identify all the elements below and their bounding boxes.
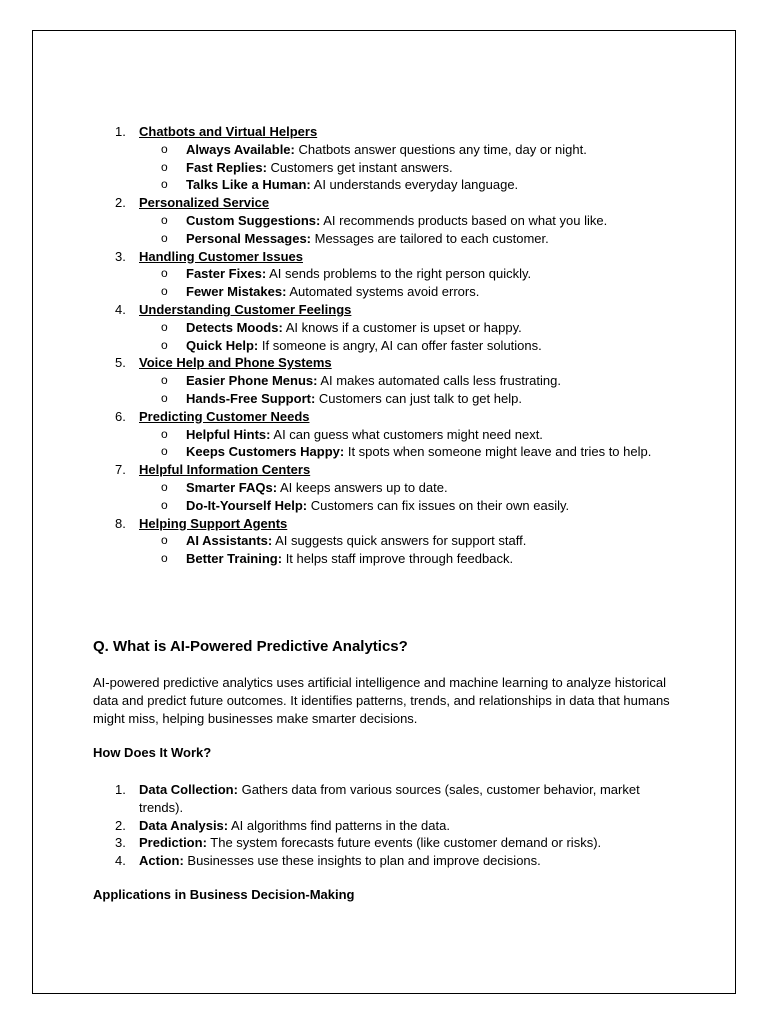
sub-list-item <box>139 479 735 497</box>
bullet-icon: o <box>161 159 168 174</box>
item-text: Messages are tailored to each customer. <box>311 230 549 246</box>
item-label: Fast Replies: <box>186 159 267 175</box>
bullet-icon: o <box>161 230 168 245</box>
list-item <box>33 248 735 301</box>
sub-list <box>139 319 735 355</box>
item-label: Faster Fixes: <box>186 266 267 282</box>
list-number: 6. <box>115 408 126 424</box>
item-label: Helpful Hints: <box>186 426 271 442</box>
steps-list-container <box>33 781 735 870</box>
sub-list <box>139 426 735 462</box>
how-it-works-steps <box>33 781 735 870</box>
list-item <box>33 354 735 407</box>
item-label: Quick Help: <box>186 337 259 353</box>
sub-list <box>139 372 735 408</box>
sub-list-item <box>139 532 735 550</box>
sub-list-item <box>139 443 735 461</box>
list-number: 7. <box>115 462 126 478</box>
section-title: Predicting Customer Needs <box>139 408 310 424</box>
item-label: Keeps Customers Happy: <box>186 444 345 460</box>
step-label: Data Collection: <box>139 782 238 797</box>
list-number: 5. <box>115 355 126 371</box>
item-label: Better Training: <box>186 551 283 567</box>
question-heading: Q. What is AI-Powered Predictive Analytics? <box>93 638 408 655</box>
sub-list-item <box>139 550 735 568</box>
section-title: Understanding Customer Feelings <box>139 301 352 317</box>
item-label: Always Available: <box>186 141 295 157</box>
applications-heading: Applications in Business Decision-Making <box>93 887 355 902</box>
item-text: Chatbots answer questions any time, day or night. <box>294 141 587 157</box>
item-text: Customers can fix issues on their own easily. <box>307 497 570 513</box>
bullet-icon: o <box>161 177 168 192</box>
bullet-icon: o <box>161 551 168 566</box>
list-item <box>33 194 735 247</box>
step-item <box>33 852 735 870</box>
bullet-icon: o <box>161 337 168 352</box>
bullet-icon: o <box>161 266 168 281</box>
sub-list-item <box>139 212 735 230</box>
list-number: 3. <box>115 248 126 264</box>
item-text: AI keeps answers up to date. <box>277 479 448 495</box>
bullet-icon: o <box>161 479 168 494</box>
sub-list-item <box>139 426 735 444</box>
ai-customer-service-list <box>33 123 735 568</box>
bullet-icon: o <box>161 497 168 512</box>
step-number: 3. <box>115 835 126 851</box>
item-text: AI suggests quick answers for support staff. <box>272 533 527 549</box>
section-title: Helping Support Agents <box>139 515 288 531</box>
item-label: AI Assistants: <box>186 533 273 549</box>
bullet-icon: o <box>161 212 168 227</box>
list-item <box>33 301 735 354</box>
sub-list-item <box>139 283 735 301</box>
item-text: It spots when someone might leave and tries to help. <box>344 444 652 460</box>
sub-list-item <box>139 230 735 248</box>
item-text: AI recommends products based on what you like. <box>320 212 608 228</box>
sub-list-item <box>139 141 735 159</box>
item-text: AI can guess what customers might need next. <box>270 426 543 442</box>
item-text: AI sends problems to the right person quickly. <box>266 266 532 282</box>
sub-list <box>139 479 735 515</box>
item-label: Fewer Mistakes: <box>186 284 287 300</box>
intro-paragraph: AI-powered predictive analytics uses artificial intelligence and machine learning to analyze historical data and predict future outcomes. It identifies patterns, trends, and relationships in data that humans might miss, helping businesses make smarter decisions. <box>93 675 670 726</box>
item-text: Customers can just talk to get help. <box>315 390 522 406</box>
step-number: 2. <box>115 817 126 833</box>
step-number: 1. <box>115 782 126 797</box>
step-item <box>33 781 735 817</box>
item-label: Talks Like a Human: <box>186 177 311 193</box>
step-label: Prediction: <box>139 835 207 851</box>
sub-list-item <box>139 319 735 337</box>
bullet-icon: o <box>161 141 168 156</box>
item-label: Detects Moods: <box>186 319 283 335</box>
item-label: Custom Suggestions: <box>186 212 321 228</box>
item-label: Hands-Free Support: <box>186 390 316 406</box>
bullet-icon: o <box>161 426 168 441</box>
step-text: AI algorithms find patterns in the data. <box>228 817 450 833</box>
sub-list-item <box>139 265 735 283</box>
item-label: Do-It-Yourself Help: <box>186 497 308 513</box>
item-text: Customers get instant answers. <box>266 159 453 175</box>
step-item <box>33 817 735 835</box>
list-item <box>33 123 735 194</box>
item-label: Easier Phone Menus: <box>186 373 318 389</box>
step-number: 4. <box>115 853 126 869</box>
item-text: AI makes automated calls less frustrating. <box>317 373 561 389</box>
sub-list-item <box>139 176 735 194</box>
bullet-icon: o <box>161 444 168 459</box>
item-text: If someone is angry, AI can offer faster solutions. <box>258 337 542 353</box>
step-label: Data Analysis: <box>139 817 229 833</box>
section-title: Chatbots and Virtual Helpers <box>139 124 318 139</box>
sub-list <box>139 265 735 301</box>
sub-list-item <box>139 390 735 408</box>
item-text: It helps staff improve through feedback. <box>282 551 514 567</box>
list-number: 8. <box>115 515 126 531</box>
item-text: Automated systems avoid errors. <box>286 284 480 300</box>
item-text: AI knows if a customer is upset or happy. <box>282 319 522 335</box>
sub-list-item <box>139 337 735 355</box>
sub-list-item <box>139 497 735 515</box>
step-text: The system forecasts future events (like customer demand or risks). <box>206 835 602 851</box>
section-title: Personalized Service <box>139 195 270 211</box>
item-label: Personal Messages: <box>186 230 312 246</box>
how-it-works-heading: How Does It Work? <box>93 745 212 760</box>
item-label: Smarter FAQs: <box>186 479 278 495</box>
ai-customer-service-list-container <box>33 123 735 568</box>
sub-list <box>139 141 735 194</box>
section-title: Handling Customer Issues <box>139 248 303 264</box>
list-number: 1. <box>115 124 126 139</box>
sub-list <box>139 212 735 248</box>
list-item <box>33 408 735 461</box>
bullet-icon: o <box>161 373 168 388</box>
item-text: AI understands everyday language. <box>310 177 519 193</box>
bullet-icon: o <box>161 319 168 334</box>
bullet-icon: o <box>161 533 168 548</box>
list-item <box>33 461 735 514</box>
step-text: Gathers data from various sources (sales, customer behavior, market trends). <box>139 782 640 815</box>
list-item <box>33 515 735 568</box>
document-page <box>32 30 736 994</box>
section-title: Helpful Information Centers <box>139 462 311 478</box>
sub-list <box>139 532 735 568</box>
section-title: Voice Help and Phone Systems <box>139 355 332 371</box>
step-label: Action: <box>139 853 184 869</box>
bullet-icon: o <box>161 284 168 299</box>
step-text: Businesses use these insights to plan and improve decisions. <box>183 853 541 869</box>
list-number: 4. <box>115 301 126 317</box>
sub-list-item <box>139 159 735 177</box>
list-number: 2. <box>115 195 126 211</box>
bullet-icon: o <box>161 390 168 405</box>
step-item <box>33 834 735 852</box>
sub-list-item <box>139 372 735 390</box>
